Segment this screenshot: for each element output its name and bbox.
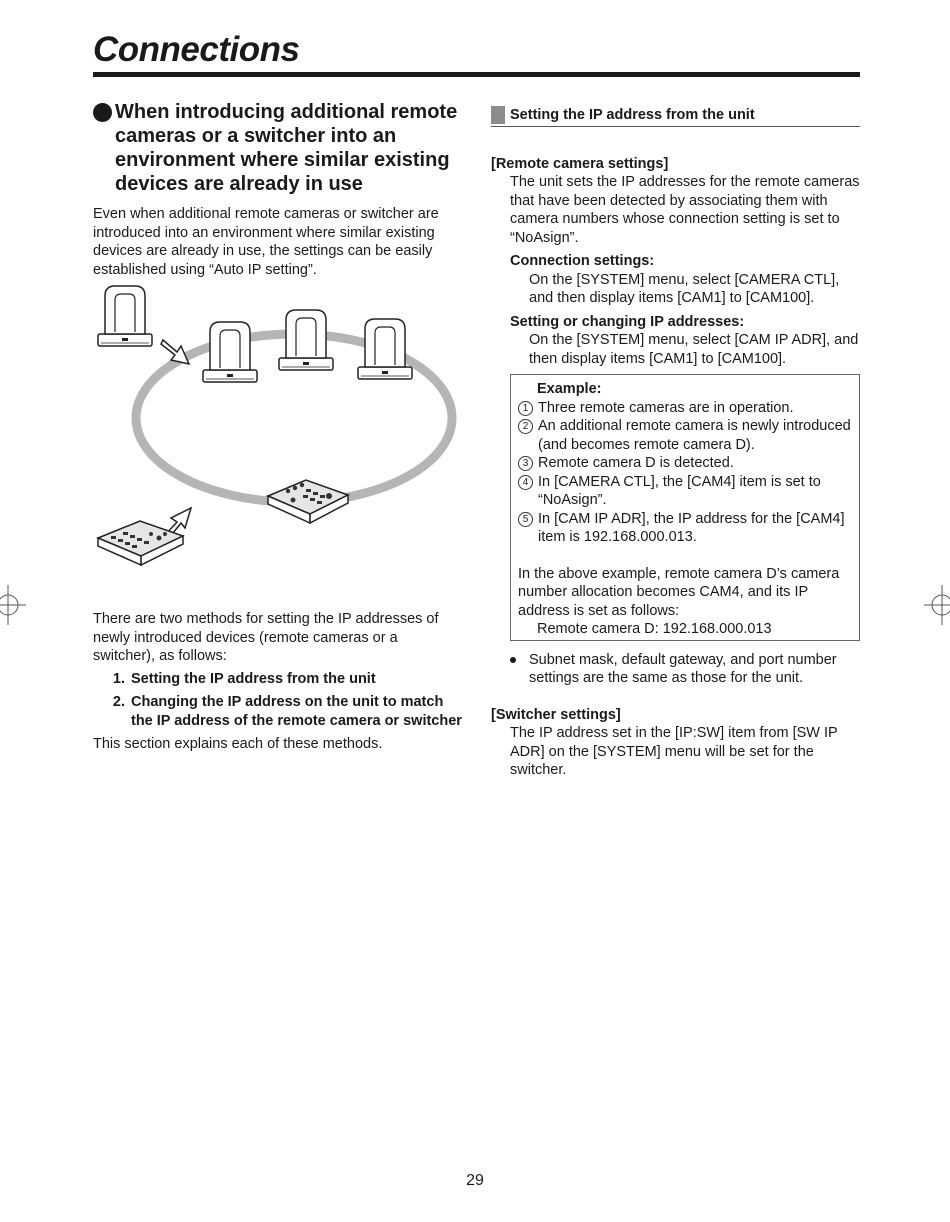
remote-camera-icon-1 — [203, 322, 257, 382]
list-item — [518, 454, 852, 473]
page-title: Connections — [93, 30, 300, 69]
intro-paragraph: Even when additional remote cameras or switcher are introduced into an environment where similar existing devices are already in use, the settings can be easily established using “Auto IP setting”. — [93, 206, 439, 278]
list-item-text: Three remote cameras are in operation. — [538, 399, 794, 416]
list-item-text: In [CAM IP ADR], the IP address for the [CAM4] item is 192.168.000.013. — [538, 510, 845, 545]
methods-section — [93, 610, 463, 754]
list-item — [93, 693, 463, 730]
switcher-icon-existing — [268, 480, 348, 523]
list-item — [518, 417, 852, 454]
list-item-text: Remote camera D is detected. — [538, 455, 734, 471]
note-item — [491, 651, 860, 688]
section-heading — [93, 100, 463, 196]
remote-camera-icon-3 — [358, 319, 412, 379]
list-item-text: Changing the IP address on the unit to match the IP address of the remote camera or switcher — [131, 694, 462, 729]
list-item-number: 2. — [112, 694, 125, 710]
list-item-text: Setting the IP address from the unit — [131, 670, 376, 687]
heading-bar-icon — [491, 106, 505, 124]
right-column — [491, 106, 860, 780]
registration-mark-icon — [924, 585, 950, 625]
network-diagram — [93, 282, 473, 592]
remote-settings-title: [Remote camera settings] — [491, 155, 669, 172]
note-text: Subnet mask, default gateway, and port number settings are the same as those for the unit. — [529, 651, 837, 686]
ip-settings-body: On the [SYSTEM] menu, select [CAM IP ADR], and then display items [CAM1] to [CAM100]. — [529, 332, 859, 367]
bullet-dot-icon — [510, 657, 516, 663]
remote-camera-icon-2 — [279, 310, 333, 370]
list-item — [93, 670, 463, 689]
list-item — [518, 399, 852, 418]
connection-settings-body: On the [SYSTEM] menu, select [CAMERA CTL], and then display items [CAM1] to [CAM100]. — [529, 271, 840, 306]
connection-settings-title: Connection settings: — [510, 253, 655, 269]
example-summary: In the above example, remote camera D’s camera number allocation becomes CAM4, and its IP address is set as follows: — [518, 565, 840, 619]
example-address: Remote camera D: 192.168.000.013 — [537, 621, 772, 637]
subsection-heading-text: Setting the IP address from the unit — [510, 107, 755, 123]
page-number: 29 — [466, 1172, 484, 1189]
registration-mark-icon — [0, 585, 26, 625]
switcher-settings-title: [Switcher settings] — [491, 706, 621, 723]
title-rule — [93, 72, 860, 77]
section-heading-text: When introducing additional remote cameras or a switcher into an environment where similar existing devices are already in use — [115, 101, 458, 195]
circled-number: 4 — [518, 475, 533, 490]
methods-outro: This section explains each of these methods. — [93, 736, 383, 752]
left-column — [93, 100, 463, 279]
list-item — [518, 473, 852, 510]
circled-number: 5 — [518, 512, 533, 527]
remote-settings-body: The unit sets the IP addresses for the remote cameras that have been detected by associating them with camera numbers whose connection setting is set to “NoAsign”. — [510, 174, 860, 246]
remote-camera-icon-new — [98, 286, 152, 346]
subsection-heading — [491, 106, 860, 127]
list-item — [518, 510, 852, 547]
bullet-circle-icon — [93, 103, 112, 122]
switcher-icon-new — [98, 521, 183, 565]
list-item-text: An additional remote camera is newly introduced (and becomes remote camera D). — [538, 418, 851, 453]
list-item-text: In [CAMERA CTL], the [CAM4] item is set to “NoAsign”. — [538, 473, 821, 508]
example-title: Example: — [537, 381, 602, 397]
list-item-number: 1. — [112, 670, 125, 687]
circled-number: 1 — [518, 401, 533, 416]
arrow-icon-camera — [161, 340, 189, 364]
methods-intro: There are two methods for setting the IP addresses of newly introduced devices (remote cameras or a switcher), as follows: — [93, 611, 439, 664]
switcher-settings-body: The IP address set in the [IP:SW] item from [SW IP ADR] on the [SYSTEM] menu will be set for the switcher. — [510, 725, 838, 778]
methods-list — [93, 670, 463, 731]
example-box — [510, 374, 860, 641]
circled-number: 2 — [518, 419, 533, 434]
ip-settings-title: Setting or changing IP addresses: — [510, 313, 745, 330]
circled-number: 3 — [518, 456, 533, 471]
